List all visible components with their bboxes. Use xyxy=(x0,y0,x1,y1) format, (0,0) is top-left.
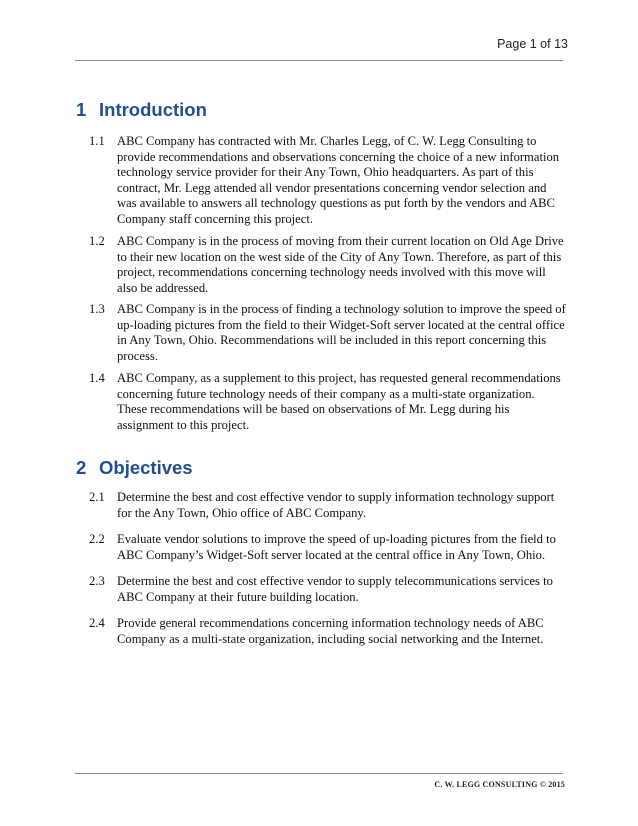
item-number: 2.2 xyxy=(89,532,105,546)
page-number: Page 1 of 13 xyxy=(497,37,568,51)
list-item xyxy=(89,490,567,521)
section-heading-objectives xyxy=(76,457,193,479)
section-title: Objectives xyxy=(99,457,193,478)
footer-divider xyxy=(75,773,563,774)
header-divider xyxy=(75,60,563,61)
section-number: 1 xyxy=(76,99,87,120)
list-item xyxy=(89,371,567,433)
footer-copyright: C. W. LEGG CONSULTING © 2015 xyxy=(434,780,565,789)
section-title: Introduction xyxy=(99,99,207,120)
section-number: 2 xyxy=(76,457,87,478)
list-item xyxy=(89,532,567,563)
list-item xyxy=(89,234,567,296)
item-number: 1.1 xyxy=(89,134,105,148)
item-text: ABC Company has contracted with Mr. Charles Legg, of C. W. Legg Consulting to provide recommendations and observations concerning the choice of a new information technology service provider for their Any Town, Ohio headquarters. As part of this contract, Mr. Legg attended all vendor presentations concerning vendor selection and was available to answers all technology questions as put forth by the vendors and ABC Company staff concerning this project. xyxy=(117,134,560,226)
list-item xyxy=(89,302,567,364)
item-text: Provide general recommendations concerning information technology needs of ABC Company as a multi-state organization, including social networking and the Internet. xyxy=(117,616,544,646)
section-heading-introduction xyxy=(76,99,207,121)
item-text: ABC Company is in the process of finding a technology solution to improve the speed of up-loading pictures from the field to their Widget-Soft server located at the central office in Any Town, Ohio. Recommendations will be included in this report concerning this process. xyxy=(117,302,566,363)
list-item xyxy=(89,134,567,228)
item-number: 1.3 xyxy=(89,302,105,316)
list-item xyxy=(89,574,567,605)
item-text: Evaluate vendor solutions to improve the speed of up-loading pictures from the field to ABC Company’s Widget-Soft server located at the central office in Any Town, Ohio. xyxy=(117,532,556,562)
item-number: 2.1 xyxy=(89,490,105,504)
item-text: ABC Company is in the process of moving from their current location on Old Age Drive to their new location on the west side of the City of Any Town. Therefore, as part of this project, recommendations concerning technology needs involved with this move will also be addressed. xyxy=(117,234,564,295)
item-number: 1.4 xyxy=(89,371,105,385)
item-text: ABC Company, as a supplement to this project, has requested general recommendations concerning future technology needs of their company as a multi-state organization. These recommendations will be based on observations of Mr. Legg during his assignment to this project. xyxy=(117,371,561,432)
item-number: 2.3 xyxy=(89,574,105,588)
item-text: Determine the best and cost effective vendor to supply information technology support for the Any Town, Ohio office of ABC Company. xyxy=(117,490,555,520)
list-item xyxy=(89,616,567,647)
item-number: 1.2 xyxy=(89,234,105,248)
item-number: 2.4 xyxy=(89,616,105,630)
item-text: Determine the best and cost effective vendor to supply telecommunications services to ABC Company at their future building location. xyxy=(117,574,553,604)
